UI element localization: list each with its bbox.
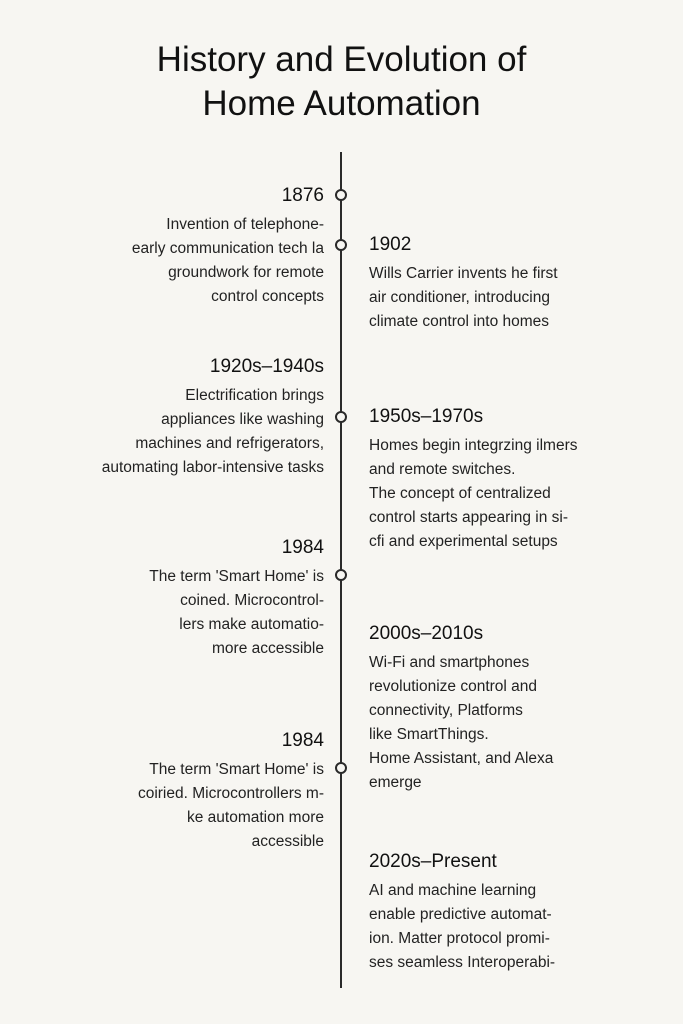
event-description (369, 434, 669, 554)
event-line: connectivity, Platforms (369, 702, 523, 719)
event-line: cfi and experimental setups (369, 533, 558, 550)
timeline-node-1902 (335, 239, 347, 251)
timeline-event (24, 184, 324, 309)
timeline-event (369, 622, 669, 795)
timeline-event (24, 729, 324, 854)
event-description (24, 384, 324, 480)
timeline-event (369, 405, 669, 554)
event-line: enable predictive automat- (369, 906, 552, 923)
event-year: 1950s–1970s (369, 406, 484, 427)
event-line: more accessible (212, 640, 324, 657)
page-title (0, 38, 683, 126)
timeline-node-1950s (335, 411, 347, 423)
title-line-1: History and Evolution of (156, 40, 527, 79)
event-line: Invention of telephone- (166, 216, 324, 233)
event-line: climate control into homes (369, 313, 550, 330)
event-line: Wills Carrier invents he first (369, 265, 558, 282)
event-line: emerge (369, 774, 422, 791)
timeline-node-1984-b (335, 762, 347, 774)
event-line: coined. Microcontrol- (180, 592, 324, 609)
event-year: 1876 (281, 185, 324, 206)
event-description (24, 565, 324, 661)
event-description (24, 758, 324, 854)
event-line: and remote switches. (369, 461, 516, 478)
event-year: 2000s–2010s (369, 623, 484, 644)
event-line: revolutionize control and (369, 678, 538, 695)
event-line: early communication tech la (131, 240, 324, 257)
event-year: 1902 (369, 234, 412, 255)
event-line: ion. Matter protocol promi- (369, 930, 550, 947)
event-year: 1920s–1940s (209, 356, 324, 377)
event-line: ses seamless Interoperabi- (369, 954, 556, 971)
event-line: coiried. Microcontrollers m- (137, 785, 324, 802)
event-line: lers make automatio- (179, 616, 324, 633)
event-line: Electrification brings (185, 387, 324, 404)
event-line: AI and machine learning (369, 882, 537, 899)
event-description (369, 651, 669, 795)
event-line: Home Assistant, and Alexa (369, 750, 554, 767)
event-line: like SmartThings. (369, 726, 489, 743)
timeline-event (369, 233, 669, 334)
event-line: The concept of centralized (369, 485, 551, 502)
event-year: 2020s–Present (369, 851, 497, 872)
timeline-event (24, 355, 324, 480)
event-line: accessible (251, 833, 324, 850)
event-line: groundwork for remote (168, 264, 324, 281)
event-line: control starts appearing in si- (369, 509, 569, 526)
event-year: 1984 (281, 730, 324, 751)
event-line: The term 'Smart Home' is (149, 568, 324, 585)
event-line: Wi-Fi and smartphones (369, 654, 530, 671)
event-line: automating labor-intensive tasks (101, 459, 324, 476)
timeline-event (24, 536, 324, 661)
event-line: air conditioner, introducing (369, 289, 550, 306)
event-line: machines and refrigerators, (135, 435, 324, 452)
timeline-node-1876 (335, 189, 347, 201)
event-description (369, 262, 669, 334)
timeline-event (369, 850, 669, 975)
event-line: appliances like washing (161, 411, 324, 428)
event-line: control concepts (211, 288, 324, 305)
event-description (369, 879, 669, 975)
event-line: ke automation more (187, 809, 324, 826)
event-line: The term 'Smart Home' is (149, 761, 324, 778)
event-year: 1984 (281, 537, 324, 558)
title-line-2: Home Automation (202, 84, 481, 123)
timeline-node-1984-a (335, 569, 347, 581)
event-description (24, 213, 324, 309)
event-line: Homes begin integrzing ilmers (369, 437, 578, 454)
